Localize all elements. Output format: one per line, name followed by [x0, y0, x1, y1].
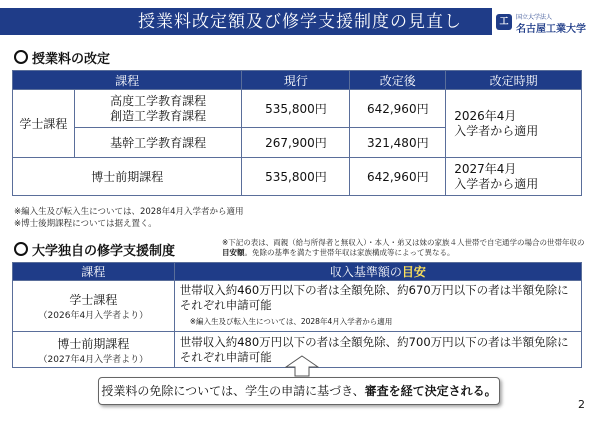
criteria-cell [174, 281, 581, 332]
tuition-table [12, 70, 582, 196]
current-fee-cell: 535,800円 [242, 90, 350, 128]
column-header: 課程 [13, 263, 175, 281]
header-text: 収入基準額の [329, 265, 402, 279]
program-period: （2027年4月入学者より） [38, 354, 149, 365]
circle-bullet-icon [14, 50, 28, 64]
support-table [12, 262, 582, 368]
section-heading-text: 大学独自の修学支援制度 [32, 244, 176, 259]
table-row [13, 90, 582, 128]
revised-fee-cell: 642,960円 [350, 158, 446, 196]
logo-small-text: 国立大学法人 [516, 14, 553, 21]
circle-bullet-icon [14, 242, 28, 256]
column-header: 課程 [13, 71, 242, 90]
program-cell: 高度工学教育課程 創造工学教育課程 [74, 90, 242, 128]
exemption-callout [98, 377, 500, 405]
column-header: 改定後 [350, 71, 446, 90]
program-period: （2026年4月入学者より） [38, 311, 149, 321]
timing-cell: 2026年4月 入学者から適用 [446, 90, 582, 158]
column-header [174, 263, 581, 281]
sidenote-text: 。免除の基準を満たす世帯年収は家族構成等によって異なる。 [244, 248, 455, 257]
program-name: 博士前期課程 [57, 336, 130, 351]
column-header: 現行 [242, 71, 350, 90]
program-group-cell: 学士課程 [13, 90, 75, 158]
section-heading-text: 授業料の改定 [32, 52, 111, 67]
sidenote-text: ※下記の表は、両親（給与所得者と無収入）・本人・弟又は妹の家族４人世帯で自宅通学の場合の世帯年収の [222, 238, 585, 247]
current-fee-cell: 535,800円 [242, 158, 350, 196]
support-sidenote [222, 238, 592, 258]
sidenote-bold: 目安額 [222, 248, 245, 257]
program-cell [13, 332, 175, 368]
revised-fee-cell: 642,960円 [350, 90, 446, 128]
up-arrow-icon [285, 355, 319, 377]
callout-bold: 審査を経て決定される。 [364, 384, 497, 398]
criteria-text: 世帯収入約460万円以下の者は全額免除、約670万円以下の者は半額免除にそれぞれ申請可能 [179, 283, 569, 312]
program-cell: 博士前期課程 [13, 158, 242, 196]
table-header-row [13, 263, 582, 281]
revised-fee-cell: 321,480円 [350, 128, 446, 158]
criteria-text: 世帯収入約480万円以下の者は全額免除、約700万円以下の者は半額免除にそれぞれ申請可能 [179, 334, 569, 364]
page-number: 2 [578, 398, 585, 411]
table-row [13, 158, 582, 196]
section-heading-support [14, 240, 175, 259]
university-logo [492, 8, 596, 36]
callout-text: 授業料の免除については、学生の申請に基づき、 [101, 384, 365, 398]
program-cell [13, 281, 175, 332]
page-title: 授業料改定額及び修学支援制度の見直し [138, 12, 462, 32]
table-header-row [13, 71, 582, 90]
criteria-subnote: ※編入生及び転入生については、2028年4月入学者から適用 [189, 317, 393, 326]
program-cell: 基幹工学教育課程 [74, 128, 242, 158]
logo-name-text: 名古屋工業大学 [516, 24, 586, 35]
header-highlight: 目安 [401, 265, 426, 279]
table-row [13, 281, 582, 332]
criteria-cell [174, 332, 581, 368]
program-name: 学士課程 [69, 293, 118, 307]
logo-seal-icon: 工 [496, 14, 512, 30]
current-fee-cell: 267,900円 [242, 128, 350, 158]
title-bar [0, 0, 600, 40]
section-heading-tuition [14, 48, 110, 67]
timing-cell: 2027年4月 入学者から適用 [446, 158, 582, 196]
note-doctoral: ※博士後期課程については据え置く。 [14, 219, 157, 229]
note-transfer: ※編入生及び転入生については、2028年4月入学者から適用 [14, 207, 244, 217]
column-header: 改定時期 [446, 71, 582, 90]
